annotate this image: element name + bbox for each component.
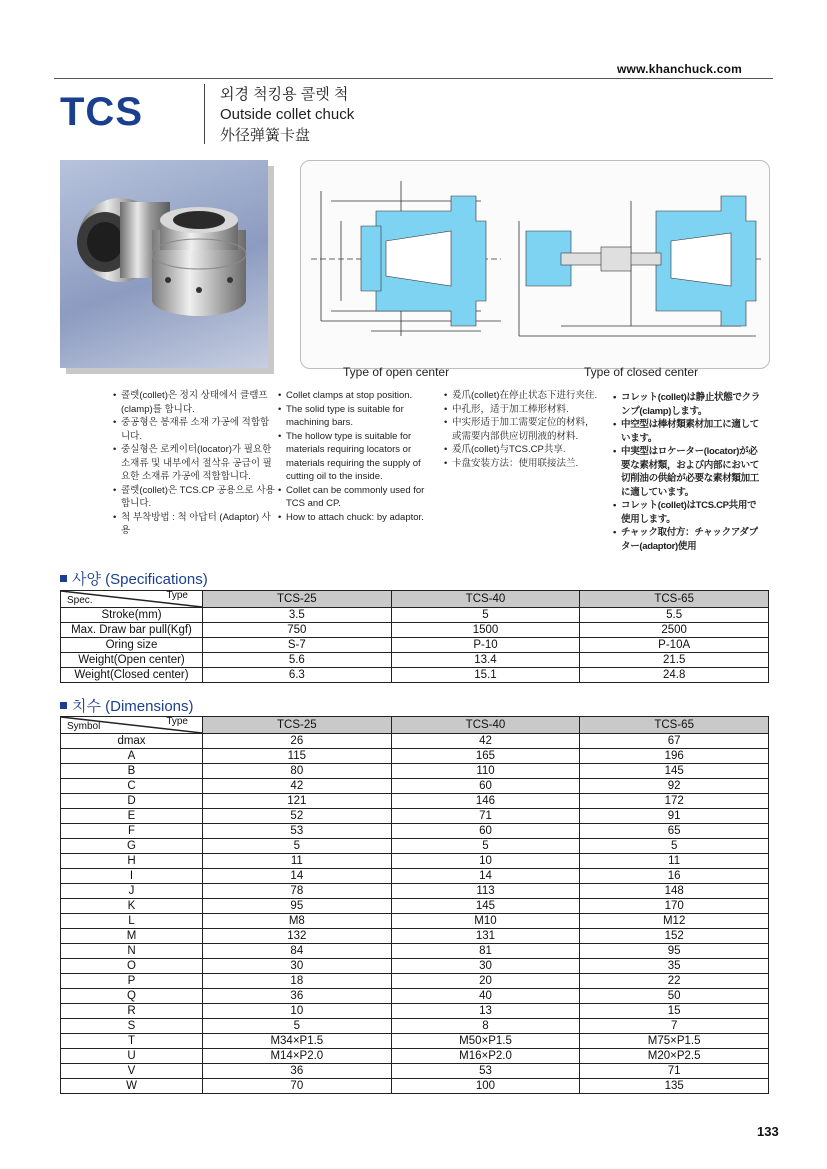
table-cell: 16: [580, 869, 769, 884]
table-cell: M8: [203, 914, 392, 929]
row-label: Max. Draw bar pull(Kgf): [61, 623, 203, 638]
row-label: Stroke(mm): [61, 608, 203, 623]
table-cell: 131: [391, 929, 580, 944]
features-english: [278, 389, 428, 524]
title-chinese: 外径弹簧卡盘: [220, 127, 311, 144]
table-cell: 95: [580, 944, 769, 959]
table-cell: 53: [203, 824, 392, 839]
caption-open-center: Type of open center: [343, 365, 450, 379]
row-label: T: [61, 1034, 203, 1049]
row-label: A: [61, 749, 203, 764]
column-header: TCS-40: [391, 591, 580, 608]
table-cell: 36: [203, 1064, 392, 1079]
table-row: [61, 944, 769, 959]
table-cell: M20×P2.5: [580, 1049, 769, 1064]
table-cell: 750: [203, 623, 392, 638]
bullet-square-icon: [60, 702, 67, 709]
corner-type-label: Type: [166, 716, 188, 727]
feature-item: • 爰爪(collet)在停止状态下进行夹住.: [444, 389, 600, 403]
table-cell: 65: [580, 824, 769, 839]
table-cell: 15.1: [391, 668, 580, 683]
table-cell: 81: [391, 944, 580, 959]
feature-item: • コレット(collet)はTCS.CP共用で使用します。: [613, 499, 763, 526]
table-cell: 78: [203, 884, 392, 899]
table-cell: M10: [391, 914, 580, 929]
table-row: [61, 809, 769, 824]
technical-drawing-panel: [300, 160, 770, 369]
table-cell: 10: [391, 854, 580, 869]
table-cell: 5: [391, 608, 580, 623]
table-cell: 14: [391, 869, 580, 884]
table-cell: 100: [391, 1079, 580, 1094]
table-cell: M16×P2.0: [391, 1049, 580, 1064]
table-cell: 42: [203, 779, 392, 794]
table-cell: 11: [580, 854, 769, 869]
table-cell: 146: [391, 794, 580, 809]
table-cell: 40: [391, 989, 580, 1004]
product-photo: [60, 160, 268, 368]
specifications-table: [60, 590, 769, 683]
features-japanese: [613, 391, 763, 553]
table-cell: 135: [580, 1079, 769, 1094]
table-row: [61, 608, 769, 623]
table-cell: 24.8: [580, 668, 769, 683]
feature-item: • 中空型は棒材類素材加工に適しています。: [613, 418, 763, 445]
table-cell: 5: [580, 839, 769, 854]
table-row: [61, 794, 769, 809]
table-cell: 95: [203, 899, 392, 914]
table-cell: M50×P1.5: [391, 1034, 580, 1049]
table-row: [61, 749, 769, 764]
table-row: [61, 1079, 769, 1094]
dimensions-heading: [60, 695, 194, 716]
feature-item: • 콜렛(collet)은 정지 상태에서 클램프(clamp)를 합니다.: [113, 389, 275, 416]
specifications-heading-text: 사양 (Specifications): [72, 571, 208, 588]
table-cell: 60: [391, 824, 580, 839]
bullet-square-icon: [60, 575, 67, 582]
table-row: [61, 974, 769, 989]
corner-type-label: Type: [166, 590, 188, 601]
feature-item: • 척 부착방법 : 척 아답터 (Adaptor) 사용: [113, 511, 275, 538]
row-label: R: [61, 1004, 203, 1019]
table-cell: 5: [391, 839, 580, 854]
table-cell: 11: [203, 854, 392, 869]
table-cell: 53: [391, 1064, 580, 1079]
table-cell: 121: [203, 794, 392, 809]
table-cell: M12: [580, 914, 769, 929]
table-cell: 172: [580, 794, 769, 809]
table-cell: 5: [203, 1019, 392, 1034]
table-cell: 60: [391, 779, 580, 794]
column-header: TCS-65: [580, 717, 769, 734]
row-label: G: [61, 839, 203, 854]
row-label: Weight(Open center): [61, 653, 203, 668]
table-cell: 113: [391, 884, 580, 899]
feature-item: • 콜렛(collet)은 TCS.CP 공용으로 사용합니다.: [113, 484, 275, 511]
feature-item: • Collet clamps at stop position.: [278, 389, 428, 403]
table-row: [61, 989, 769, 1004]
dimensions-heading-text: 치수 (Dimensions): [72, 698, 194, 715]
table-cell: 71: [580, 1064, 769, 1079]
table-cell: 84: [203, 944, 392, 959]
table-cell: 13.4: [391, 653, 580, 668]
table-cell: 30: [391, 959, 580, 974]
row-label: O: [61, 959, 203, 974]
row-label: N: [61, 944, 203, 959]
table-cell: 71: [391, 809, 580, 824]
table-cell: 14: [203, 869, 392, 884]
row-label: U: [61, 1049, 203, 1064]
row-label: F: [61, 824, 203, 839]
table-row: [61, 884, 769, 899]
feature-item: • The solid type is suitable for machining bars.: [278, 403, 428, 430]
row-label: L: [61, 914, 203, 929]
row-label: H: [61, 854, 203, 869]
column-header: TCS-65: [580, 591, 769, 608]
row-label: Weight(Closed center): [61, 668, 203, 683]
row-label: V: [61, 1064, 203, 1079]
row-label: C: [61, 779, 203, 794]
dimensions-table: [60, 716, 769, 1094]
column-header: TCS-40: [391, 717, 580, 734]
table-row: [61, 839, 769, 854]
caption-closed-center: Type of closed center: [584, 365, 699, 379]
table-row: [61, 668, 769, 683]
table-cell: 22: [580, 974, 769, 989]
table-cell: 148: [580, 884, 769, 899]
table-cell: M75×P1.5: [580, 1034, 769, 1049]
feature-item: • 爰爪(collet)与TCS.CP共享.: [444, 443, 600, 457]
table-row: [61, 638, 769, 653]
row-label: Q: [61, 989, 203, 1004]
table-cell: 152: [580, 929, 769, 944]
title-korean: 외경 척킹용 콜렛 척: [220, 86, 349, 103]
row-label: I: [61, 869, 203, 884]
features-chinese: [444, 389, 600, 470]
table-row: [61, 1049, 769, 1064]
table-cell: 5.5: [580, 608, 769, 623]
table-cell: 5.6: [203, 653, 392, 668]
page-number: 133: [757, 1124, 779, 1139]
table-cell: 15: [580, 1004, 769, 1019]
table-cell: 52: [203, 809, 392, 824]
table-row: [61, 653, 769, 668]
table-cell: P-10: [391, 638, 580, 653]
table-header-row: [61, 591, 769, 608]
table-cell: 145: [580, 764, 769, 779]
row-label: W: [61, 1079, 203, 1094]
row-label: Oring size: [61, 638, 203, 653]
table-cell: 42: [391, 734, 580, 749]
table-header-row: [61, 717, 769, 734]
table-corner-cell: [61, 591, 203, 608]
feature-item: • 중공형은 봉재류 소재 가공에 적합합니다.: [113, 416, 275, 443]
table-cell: 6.3: [203, 668, 392, 683]
feature-item: • 中孔形，适于加工棒形材料.: [444, 403, 600, 417]
row-label: D: [61, 794, 203, 809]
table-cell: 20: [391, 974, 580, 989]
table-cell: 35: [580, 959, 769, 974]
table-cell: 132: [203, 929, 392, 944]
table-cell: M34×P1.5: [203, 1034, 392, 1049]
table-row: [61, 734, 769, 749]
table-row: [61, 1064, 769, 1079]
table-cell: 13: [391, 1004, 580, 1019]
table-cell: 165: [391, 749, 580, 764]
row-label: K: [61, 899, 203, 914]
feature-item: • チャック取付方：チャックアダプター(adaptor)使用: [613, 526, 763, 553]
table-cell: 67: [580, 734, 769, 749]
table-cell: 1500: [391, 623, 580, 638]
specifications-heading: [60, 568, 208, 589]
corner-row-label: Spec.: [67, 595, 93, 606]
title-divider: [204, 84, 205, 144]
table-cell: 3.5: [203, 608, 392, 623]
table-cell: 92: [580, 779, 769, 794]
table-row: [61, 854, 769, 869]
row-label: S: [61, 1019, 203, 1034]
row-label: M: [61, 929, 203, 944]
model-title: TCS: [60, 90, 143, 134]
row-label: dmax: [61, 734, 203, 749]
row-label: B: [61, 764, 203, 779]
table-row: [61, 824, 769, 839]
website-url[interactable]: www.khanchuck.com: [617, 62, 742, 76]
table-cell: 10: [203, 1004, 392, 1019]
table-row: [61, 869, 769, 884]
feature-item: • 卡盘安装方法：使用联接法兰.: [444, 457, 600, 471]
row-label: E: [61, 809, 203, 824]
table-row: [61, 929, 769, 944]
header-rule: [54, 78, 773, 79]
table-cell: 30: [203, 959, 392, 974]
feature-item: • 中実型はロケーター(locator)が必要な素材類，および内部において切削油の供給が必要な素材類加工に適しています。: [613, 445, 763, 499]
table-row: [61, 764, 769, 779]
row-label: P: [61, 974, 203, 989]
feature-item: • The hollow type is suitable for materials requiring locators or materials requiring the supply of cutting oil to the inside.: [278, 430, 428, 484]
column-header: TCS-25: [203, 717, 392, 734]
title-english: Outside collet chuck: [220, 106, 355, 123]
row-label: J: [61, 884, 203, 899]
table-row: [61, 914, 769, 929]
table-cell: 170: [580, 899, 769, 914]
table-row: [61, 779, 769, 794]
table-cell: 196: [580, 749, 769, 764]
table-cell: 7: [580, 1019, 769, 1034]
table-cell: 115: [203, 749, 392, 764]
table-cell: 91: [580, 809, 769, 824]
column-header: TCS-25: [203, 591, 392, 608]
table-cell: 21.5: [580, 653, 769, 668]
table-row: [61, 623, 769, 638]
table-row: [61, 1004, 769, 1019]
table-cell: 36: [203, 989, 392, 1004]
table-row: [61, 899, 769, 914]
table-row: [61, 1019, 769, 1034]
feature-item: • Collet can be commonly used for TCS and CP.: [278, 484, 428, 511]
table-cell: 50: [580, 989, 769, 1004]
table-corner-cell: [61, 717, 203, 734]
feature-item: • How to attach chuck: by adaptor.: [278, 511, 428, 525]
table-cell: 18: [203, 974, 392, 989]
table-row: [61, 959, 769, 974]
table-cell: M14×P2.0: [203, 1049, 392, 1064]
features-korean: [113, 389, 275, 538]
feature-item: • 중실형은 로케이터(locator)가 필요한 소재류 및 내부에서 절삭유 공급이 필요한 소재류 가공에 적합합니다.: [113, 443, 275, 484]
table-cell: 8: [391, 1019, 580, 1034]
feature-item: • 中实形适于加工需要定位的材料，或需要内部供应切削液的材料.: [444, 416, 600, 443]
corner-row-label: Symbol: [67, 721, 101, 732]
table-cell: 110: [391, 764, 580, 779]
table-cell: 70: [203, 1079, 392, 1094]
table-cell: 5: [203, 839, 392, 854]
table-cell: 145: [391, 899, 580, 914]
table-cell: 80: [203, 764, 392, 779]
table-cell: S-7: [203, 638, 392, 653]
feature-item: • コレット(collet)は静止状態でクランプ(clamp)します。: [613, 391, 763, 418]
table-cell: P-10A: [580, 638, 769, 653]
table-row: [61, 1034, 769, 1049]
table-cell: 26: [203, 734, 392, 749]
table-cell: 2500: [580, 623, 769, 638]
